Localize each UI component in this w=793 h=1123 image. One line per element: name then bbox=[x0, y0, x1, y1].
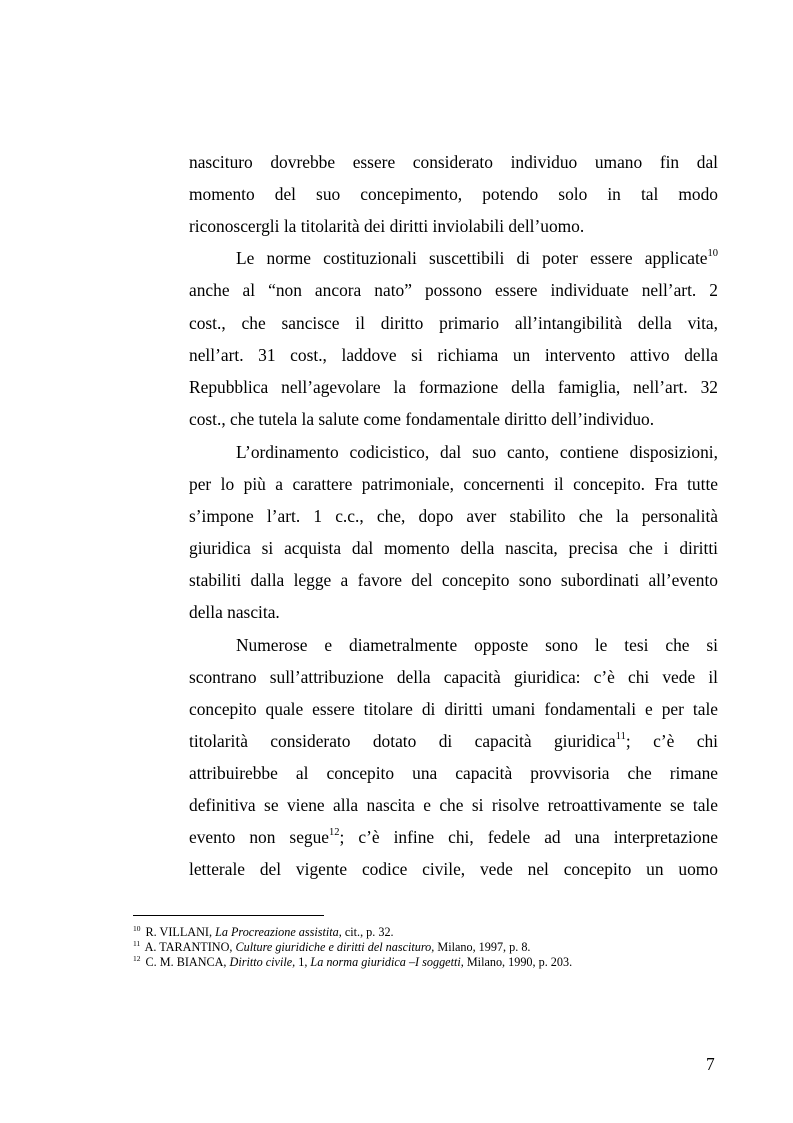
text-run: Numerose e diametralmente opposte sono le tesi che si bbox=[236, 635, 718, 655]
text-run: nell’art. 31 cost., laddove si richiama un intervento attivo della bbox=[189, 345, 718, 365]
text-run: L’ordinamento codicistico, dal suo canto, contiene disposizioni, bbox=[236, 442, 718, 462]
text-line bbox=[189, 313, 718, 333]
text-line bbox=[189, 827, 718, 847]
text-line bbox=[189, 409, 718, 429]
text-run: della nascita. bbox=[189, 602, 280, 622]
footnote bbox=[133, 940, 733, 955]
text-run: per lo più a carattere patrimoniale, concernenti il concepito. Fra tutte bbox=[189, 474, 718, 494]
text-run: attribuirebbe al concepito una capacità provvisoria che rimane bbox=[189, 763, 718, 783]
footnote-number: 10 bbox=[133, 924, 141, 933]
text-run: concepito quale essere titolare di diritti umani fondamentali e per tale bbox=[189, 699, 718, 719]
text-line bbox=[189, 699, 718, 719]
footnote-title: La norma giuridica –I soggetti, bbox=[310, 955, 464, 969]
footnote-number: 11 bbox=[133, 939, 141, 948]
text-run: letterale del vigente codice civile, vede nel concepito un uomo bbox=[189, 859, 718, 879]
text-line bbox=[189, 280, 718, 300]
footnote bbox=[133, 955, 733, 970]
footnote-title: La Procreazione assistita, bbox=[215, 925, 342, 939]
text-run: Le norme costituzionali suscettibili di poter essere applicate bbox=[236, 248, 708, 268]
text-run: riconoscergli la titolarità dei diritti inviolabili dell’uomo. bbox=[189, 216, 585, 236]
text-run: Repubblica nell’agevolare la formazione della famiglia, nell’art. 32 bbox=[189, 377, 718, 397]
text-line bbox=[189, 667, 718, 687]
footnote-separator bbox=[133, 915, 324, 916]
footnote-number: 12 bbox=[133, 954, 141, 963]
footnote-title: Culture giuridiche e diritti del nascituro, bbox=[235, 940, 435, 954]
footnote-ref[interactable]: 11 bbox=[615, 731, 626, 742]
footnote-text: A. TARANTINO, bbox=[142, 940, 236, 954]
footnote-text: C. M. BIANCA, bbox=[142, 955, 230, 969]
footnote-text: 1, bbox=[295, 955, 311, 969]
text-line bbox=[189, 345, 718, 365]
text-line bbox=[236, 442, 718, 462]
text-run: titolarità considerato dotato di capacità giuridica bbox=[189, 731, 616, 751]
text-line bbox=[189, 763, 718, 783]
text-line bbox=[236, 635, 718, 655]
text-run: cost., che sancisce il diritto primario all’intangibilità della vita, bbox=[189, 313, 718, 333]
text-run: scontrano sull’attribuzione della capacità giuridica: c’è chi vede il bbox=[189, 667, 718, 687]
text-run: s’impone l’art. 1 c.c., che, dopo aver stabilito che la personalità bbox=[189, 506, 718, 526]
text-line bbox=[189, 795, 718, 815]
text-line bbox=[189, 602, 718, 622]
text-line bbox=[189, 377, 718, 397]
footnote-title: Diritto civile, bbox=[229, 955, 296, 969]
footnote-text: Milano, 1997, p. 8. bbox=[434, 940, 531, 954]
text-line bbox=[236, 248, 718, 268]
footnote-text: Milano, 1990, p. 203. bbox=[463, 955, 573, 969]
text-line bbox=[189, 859, 718, 879]
text-run: definitiva se viene alla nascita e che si risolve retroattivamente se tale bbox=[189, 795, 718, 815]
text-run: momento del suo concepimento, potendo solo in tal modo bbox=[189, 184, 718, 204]
text-line bbox=[189, 152, 718, 172]
text-line bbox=[189, 731, 718, 751]
page-number: 7 bbox=[706, 1054, 715, 1074]
footnote-text: cit., p. 32. bbox=[341, 925, 394, 939]
text-run: cost., che tutela la salute come fondamentale diritto dell’individuo. bbox=[189, 409, 655, 429]
footnote-ref[interactable]: 12 bbox=[329, 827, 340, 838]
text-line bbox=[189, 474, 718, 494]
text-line bbox=[189, 506, 718, 526]
text-run: giuridica si acquista dal momento della nascita, precisa che i diritti bbox=[189, 538, 718, 558]
text-run: ; c’è chi bbox=[625, 731, 718, 751]
text-line bbox=[189, 184, 718, 204]
text-line bbox=[189, 538, 718, 558]
footnote-text: R. VILLANI, bbox=[142, 925, 216, 939]
footnote-ref[interactable]: 10 bbox=[707, 248, 718, 259]
footnote bbox=[133, 925, 733, 940]
text-run: ; c’è infine chi, fedele ad una interpretazione bbox=[339, 827, 718, 847]
text-run: nascituro dovrebbe essere considerato individuo umano fin dal bbox=[189, 152, 718, 172]
text-line bbox=[189, 216, 718, 236]
text-run: evento non segue bbox=[189, 827, 330, 847]
text-run: stabiliti dalla legge a favore del concepito sono subordinati all’evento bbox=[189, 570, 718, 590]
text-line bbox=[189, 570, 718, 590]
text-run: anche al “non ancora nato” possono essere individuate nell’art. 2 bbox=[189, 280, 718, 300]
